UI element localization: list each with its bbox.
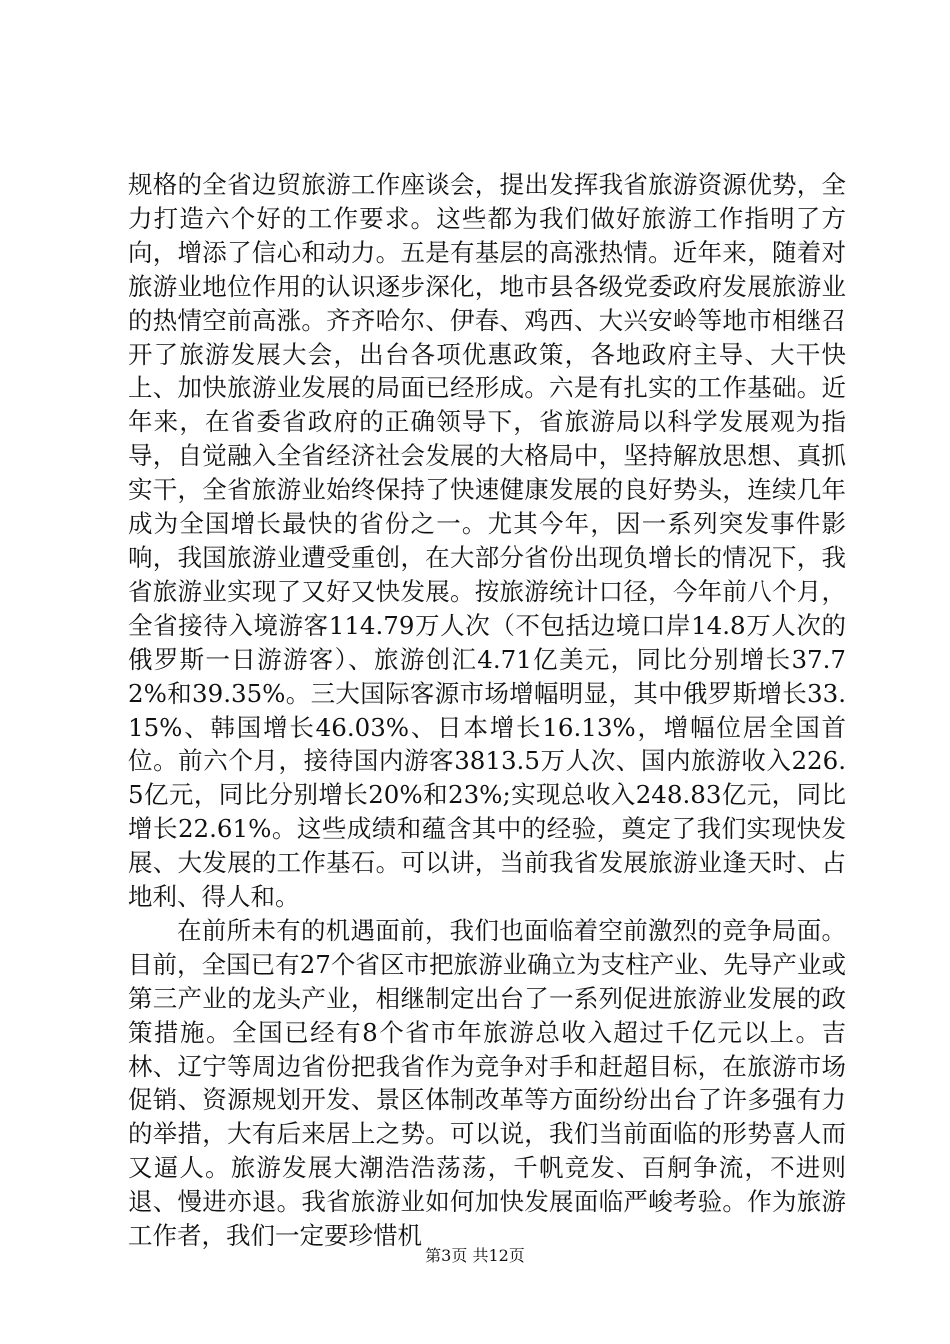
page-number-footer: 第3页 共12页 bbox=[425, 1246, 525, 1265]
paragraph-2: 在前所未有的机遇面前，我们也面临着空前激烈的竞争局面。目前，全国已有27个省区市把旅游业确立为支柱产业、先导产业或第三产业的龙头产业，相继制定出台了一系列促进旅游业发展的政策措施。全国已经有8个省市年旅游总收入超过千亿元以上。吉林、辽宁等周边省份把我省作为竞争对手和赶超目标，在旅游市场促销、资源规划开发、景区体制改革等方面纷纷出台了许多强有力的举措，大有后来居上之势。可以说，我们当前面临的形势喜人而又逼人。旅游发展大潮浩浩荡荡，千帆竞发、百舸争流，不进则退、慢进亦退。我省旅游业如何加快发展面临严峻考验。作为旅游工作者，我们一定要珍惜机 bbox=[128, 915, 846, 1251]
paragraph-1: 规格的全省边贸旅游工作座谈会，提出发挥我省旅游资源优势，全力打造六个好的工作要求。这些都为我们做好旅游工作指明了方向，增添了信心和动力。五是有基层的高涨热情。近年来，随着对旅游业地位作用的认识逐步深化，地市县各级党委政府发展旅游业的热情空前高涨。齐齐哈尔、伊春、鸡西、大兴安岭等地市相继召开了旅游发展大会，出台各项优惠政策，各地政府主导、大干快上、加快旅游业发展的局面已经形成。六是有扎实的工作基础。近年来，在省委省政府的正确领导下，省旅游局以科学发展观为指导，自觉融入全省经济社会发展的大格局中，坚持解放思想、真抓实干，全省旅游业始终保持了快速健康发展的良好势头，连续几年成为全国增长最快的省份之一。尤其今年，因一系列突发事件影响，我国旅游业遭受重创，在大部分省份出现负增长的情况下，我省旅游业实现了又好又快发展。按旅游统计口径，今年前八个月，全省接待入境游客114.79万人次（不包括边境口岸14.8万人次的俄罗斯一日游游客）、旅游创汇4.71亿美元，同比分别增长37.72%和39.35%。三大国际客源市场增幅明显，其中俄罗斯增长33.15%、韩国增长46.03%、日本增长16.13%，增幅位居全国首位。前六个月，接待国内游客3813.5万人次、国内旅游收入226.5亿元，同比分别增长20%和23%;实现总收入248.83亿元，同比增长22.61%。这些成绩和蕴含其中的经验，奠定了我们实现快发展、大发展的工作基石。可以讲，当前我省发展旅游业逢天时、占地利、得人和。 bbox=[128, 170, 846, 912]
body-text bbox=[128, 168, 846, 1253]
